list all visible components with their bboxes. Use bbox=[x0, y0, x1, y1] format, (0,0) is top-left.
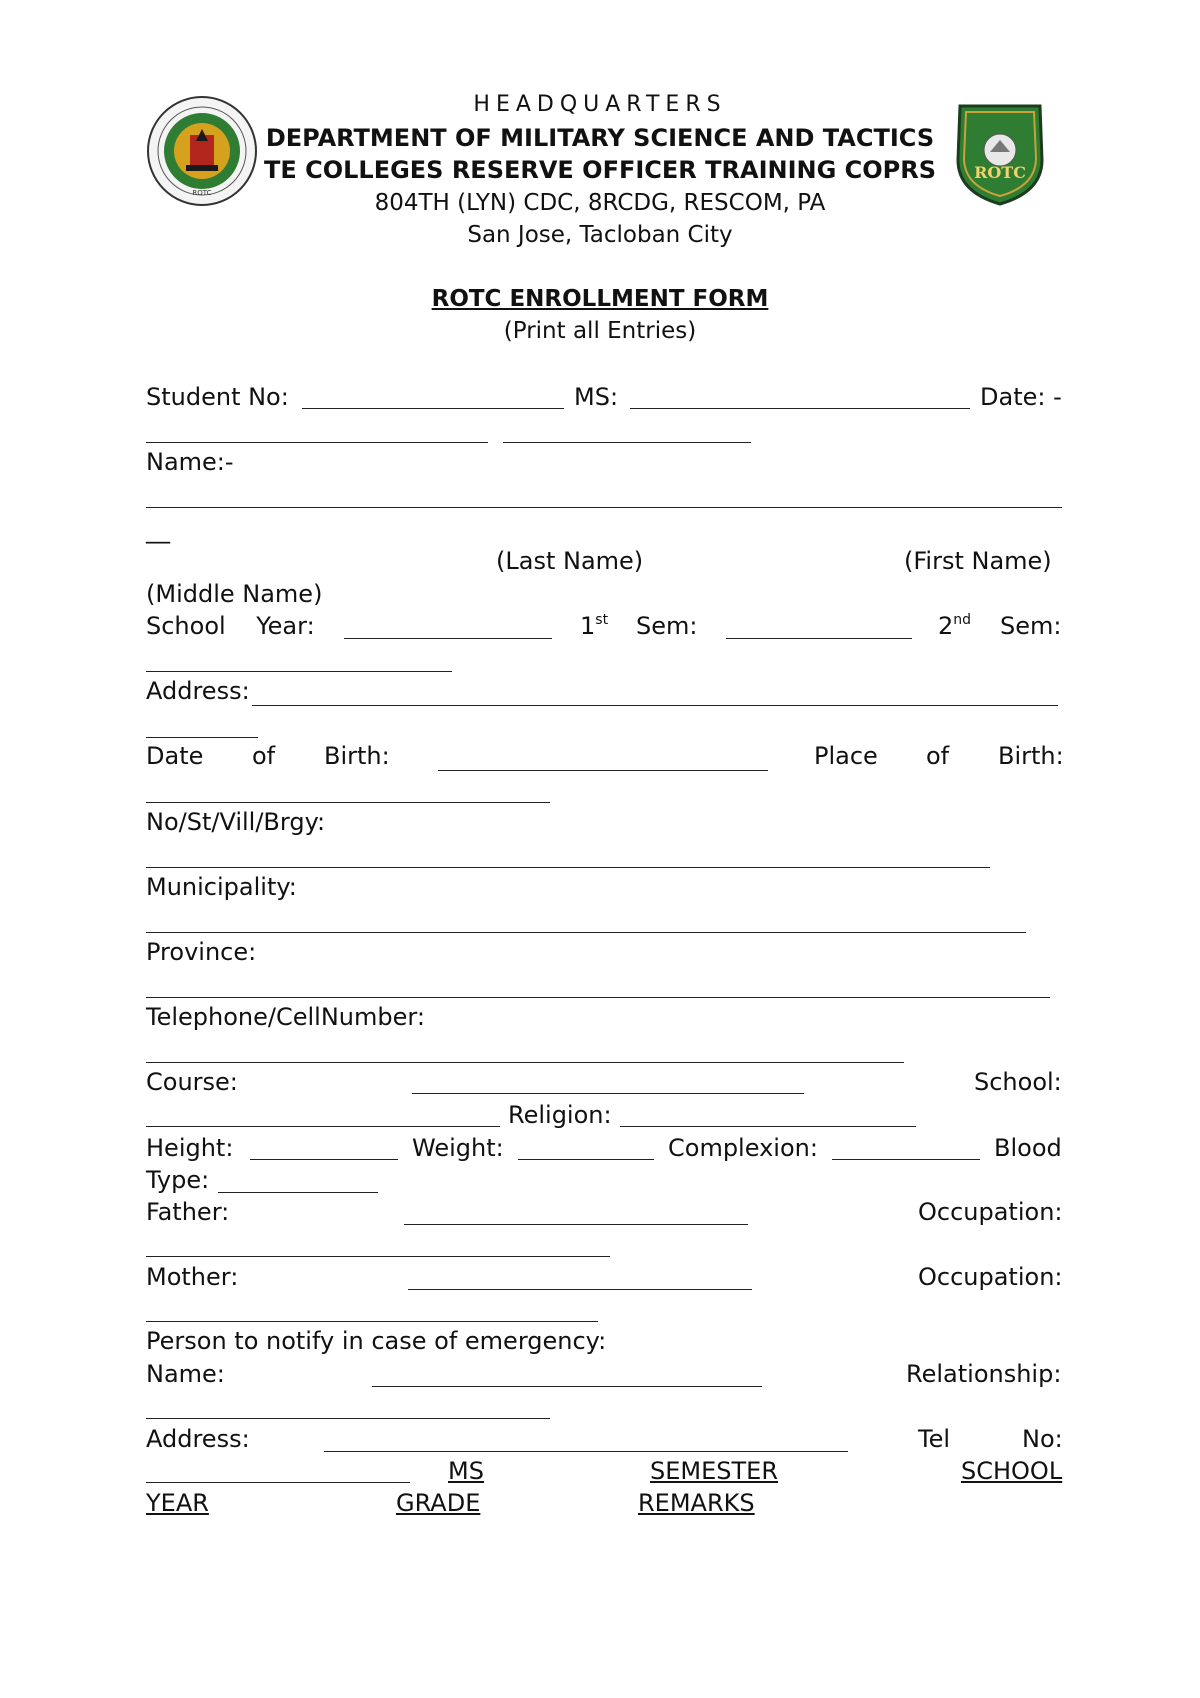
blood-type-field[interactable] bbox=[218, 1192, 378, 1193]
emergency-address-label: Address: bbox=[146, 1425, 250, 1453]
form-title: ROTC ENROLLMENT FORM bbox=[431, 286, 769, 312]
weight-label: Weight: bbox=[412, 1134, 504, 1162]
municipality-field[interactable] bbox=[146, 932, 1026, 933]
emergency-address-field[interactable] bbox=[324, 1451, 848, 1452]
department-heading: DEPARTMENT OF MILITARY SCIENCE AND TACTICS bbox=[265, 124, 935, 152]
father-occupation-label: Occupation: bbox=[918, 1198, 1063, 1226]
address-field[interactable] bbox=[252, 705, 1058, 706]
date-of-birth-field[interactable] bbox=[438, 770, 768, 771]
form-subtitle: (Print all Entries) bbox=[503, 318, 697, 344]
table-header-remarks: REMARKS bbox=[638, 1489, 755, 1517]
course-field[interactable] bbox=[412, 1093, 804, 1094]
relationship-field[interactable] bbox=[146, 1418, 550, 1419]
table-header-school: SCHOOL bbox=[961, 1457, 1063, 1485]
first-name-caption: (First Name) bbox=[904, 547, 1052, 575]
street-label: No/St/Vill/Brgy: bbox=[146, 808, 326, 836]
second-sem-label: 2nd bbox=[938, 612, 972, 640]
name-field-continuation: __ bbox=[146, 516, 170, 544]
date-label: Date: - bbox=[980, 383, 1062, 411]
dob-date-label: Date bbox=[146, 742, 204, 770]
emergency-heading: Person to notify in case of emergency: bbox=[146, 1327, 607, 1355]
complexion-field[interactable] bbox=[832, 1159, 980, 1160]
emergency-name-field[interactable] bbox=[372, 1386, 762, 1387]
first-sem-label: 1st bbox=[580, 612, 609, 640]
father-field[interactable] bbox=[404, 1224, 748, 1225]
dob-of-label: of bbox=[252, 742, 276, 770]
mother-occupation-field[interactable] bbox=[146, 1321, 598, 1322]
mother-label: Mother: bbox=[146, 1263, 239, 1291]
school-label: School: bbox=[974, 1068, 1062, 1096]
tel-no-field[interactable] bbox=[146, 1482, 410, 1483]
table-header-year: YEAR bbox=[146, 1489, 209, 1517]
complexion-label: Complexion: bbox=[668, 1134, 818, 1162]
emergency-name-label: Name: bbox=[146, 1360, 225, 1388]
mother-occupation-label: Occupation: bbox=[918, 1263, 1063, 1291]
school-field[interactable] bbox=[146, 1126, 500, 1127]
telephone-label: Telephone/CellNumber: bbox=[146, 1003, 425, 1031]
address-field-continuation[interactable] bbox=[146, 737, 258, 738]
table-header-semester: SEMESTER bbox=[650, 1457, 779, 1485]
last-name-caption: (Last Name) bbox=[496, 547, 644, 575]
province-field[interactable] bbox=[146, 997, 1050, 998]
place-of-birth-field[interactable] bbox=[146, 802, 550, 803]
course-label: Course: bbox=[146, 1068, 238, 1096]
middle-name-caption: (Middle Name) bbox=[146, 580, 323, 608]
address-label: Address: bbox=[146, 677, 250, 705]
school-year-field[interactable] bbox=[344, 638, 552, 639]
student-no-field[interactable] bbox=[302, 408, 564, 409]
religion-field[interactable] bbox=[620, 1126, 916, 1127]
ms-field[interactable] bbox=[630, 408, 970, 409]
tel-label: Tel bbox=[918, 1425, 951, 1453]
first-sem-field[interactable] bbox=[726, 638, 912, 639]
student-no-label: Student No: bbox=[146, 383, 289, 411]
svg-text:ROTC: ROTC bbox=[974, 163, 1026, 182]
pob-birth-label: Birth: bbox=[998, 742, 1064, 770]
corps-heading: TE COLLEGES RESERVE OFFICER TRAINING COPRS bbox=[263, 156, 937, 184]
height-label: Height: bbox=[146, 1134, 234, 1162]
street-field[interactable] bbox=[146, 867, 990, 868]
city-line: San Jose, Tacloban City bbox=[467, 222, 733, 248]
unit-line: 804TH (LYN) CDC, 8RCDG, RESCOM, PA bbox=[374, 190, 826, 216]
table-header-ms: MS bbox=[448, 1457, 484, 1485]
name-field[interactable] bbox=[146, 507, 1062, 508]
second-sem-sem-label: Sem: bbox=[1000, 612, 1062, 640]
ms-label: MS: bbox=[574, 383, 619, 411]
table-header-grade: GRADE bbox=[396, 1489, 481, 1517]
headquarters-heading: HEADQUARTERS bbox=[473, 92, 727, 117]
dob-birth-label: Birth: bbox=[324, 742, 390, 770]
municipality-label: Municipality: bbox=[146, 873, 297, 901]
name-label: Name:- bbox=[146, 448, 234, 476]
mother-field[interactable] bbox=[408, 1289, 752, 1290]
weight-field[interactable] bbox=[518, 1159, 654, 1160]
telephone-field[interactable] bbox=[146, 1062, 904, 1063]
date-field[interactable] bbox=[146, 442, 488, 443]
pob-of-label: of bbox=[926, 742, 950, 770]
svg-text:ROTC: ROTC bbox=[192, 189, 212, 197]
height-field[interactable] bbox=[250, 1159, 398, 1160]
date-field-extension[interactable] bbox=[503, 442, 751, 443]
second-sem-field[interactable] bbox=[146, 671, 452, 672]
first-sem-sem-label: Sem: bbox=[636, 612, 698, 640]
religion-label: Religion: bbox=[508, 1101, 612, 1129]
province-label: Province: bbox=[146, 938, 257, 966]
blood-label: Blood bbox=[994, 1134, 1062, 1162]
father-occupation-field[interactable] bbox=[146, 1256, 610, 1257]
tel-no-label: No: bbox=[1022, 1425, 1063, 1453]
school-year-label: School Year: bbox=[146, 612, 315, 640]
relationship-label: Relationship: bbox=[906, 1360, 1062, 1388]
pob-place-label: Place bbox=[814, 742, 878, 770]
father-label: Father: bbox=[146, 1198, 230, 1226]
blood-type-label: Type: bbox=[146, 1166, 210, 1194]
